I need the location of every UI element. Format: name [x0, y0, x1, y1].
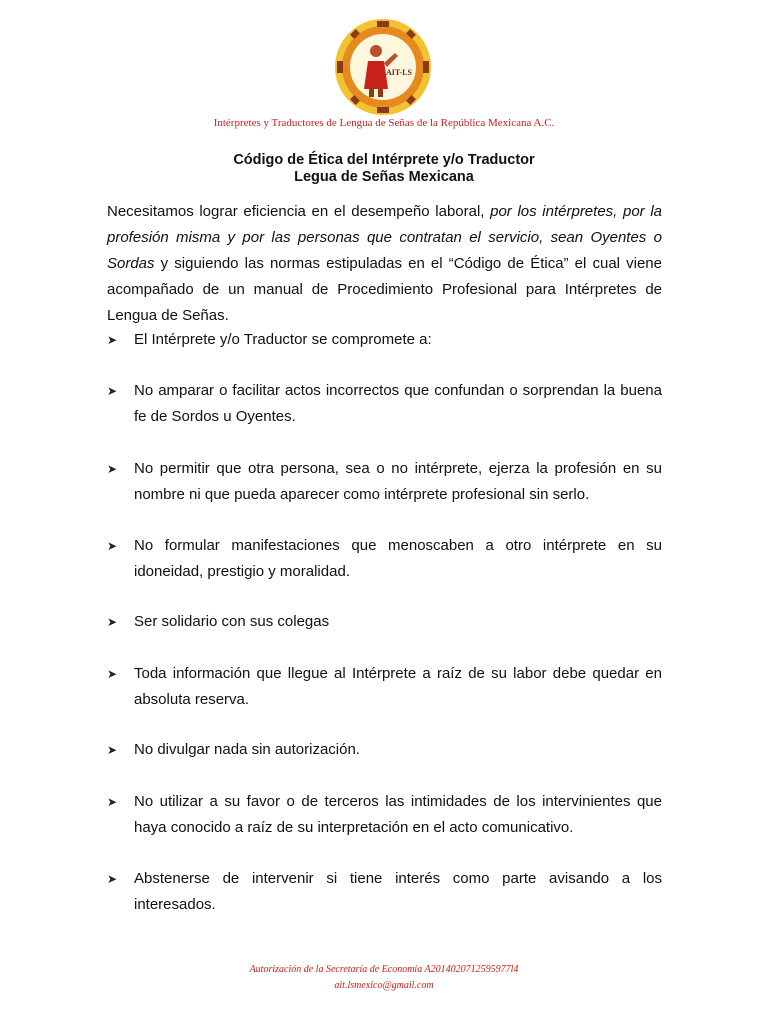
arrow-bullet-icon: ➤: [107, 539, 118, 553]
footer-authorization: Autorización de la Secretaría de Economía A2014020712595977l4: [249, 964, 519, 975]
list-item-text: No formular manifestaciones que menoscaben a otro intérprete en su idoneidad, prestigio y moralidad.: [134, 537, 662, 580]
arrow-bullet-icon: ➤: [107, 384, 118, 398]
list-item: [107, 661, 662, 713]
arrow-bullet-icon: ➤: [107, 872, 118, 886]
list-item-text: No utilizar a su favor o de terceros las intimidades de los intervinientes que haya conocido a raíz de su interpretación en el acto comunicativo.: [134, 793, 662, 836]
list-item: [107, 737, 662, 763]
footer: [0, 962, 768, 994]
intro-text-1: Necesitamos lograr eficiencia en el desempeño laboral,: [107, 203, 491, 220]
list-item-text: Toda información que llegue al Intérprete a raíz de su labor debe quedar en absoluta reserva.: [134, 665, 662, 708]
list-item-text: No divulgar nada sin autorización.: [134, 741, 360, 758]
list-item-text: No permitir que otra persona, sea o no intérprete, ejerza la profesión en su nombre ni que pueda aparecer como intérprete profesional sin serlo.: [134, 460, 662, 503]
document-title: [0, 152, 768, 186]
list-item: [107, 327, 662, 353]
title-line-1: Código de Ética del Intérprete y/o Traductor: [233, 152, 535, 168]
arrow-bullet-icon: ➤: [107, 615, 118, 629]
list-item-text: No amparar o facilitar actos incorrectos que confundan o sorprendan la buena fe de Sordos u Oyentes.: [134, 382, 662, 425]
list-item: [107, 456, 662, 508]
list-item-text: El Intérprete y/o Traductor se compromete a:: [134, 331, 432, 348]
intro-text-italic: por los intérpretes, por la profesión misma y por las personas que contratan el servicio, sean Oyentes o Sordas: [107, 203, 662, 272]
arrow-bullet-icon: ➤: [107, 462, 118, 476]
logo-text: AIT-LS: [386, 68, 412, 77]
organization-logo: [333, 17, 433, 117]
list-item: [107, 609, 662, 635]
list-item-text: Ser solidario con sus colegas: [134, 613, 330, 630]
list-item-text: Abstenerse de intervenir si tiene interés como parte avisando a los interesados.: [134, 870, 662, 913]
list-item: [107, 378, 662, 430]
organization-name: Intérpretes y Traductores de Lengua de Señas de la República Mexicana A.C.: [213, 117, 555, 129]
arrow-bullet-icon: ➤: [107, 667, 118, 681]
arrow-bullet-icon: ➤: [107, 333, 118, 347]
intro-text-3: y siguiendo las normas estipuladas en el “Código de Ética” el cual viene acompañado de un manual de Procedimiento Profesional para Intérpretes de Lengua de Señas.: [107, 255, 662, 324]
title-line-2: Legua de Señas Mexicana: [294, 169, 474, 185]
list-item: [107, 866, 662, 918]
list-item: [107, 789, 662, 841]
arrow-bullet-icon: ➤: [107, 743, 118, 757]
list-item: [107, 533, 662, 585]
intro-paragraph: [107, 199, 662, 329]
arrow-bullet-icon: ➤: [107, 795, 118, 809]
footer-email: ait.lsmexico@gmail.com: [334, 980, 434, 991]
